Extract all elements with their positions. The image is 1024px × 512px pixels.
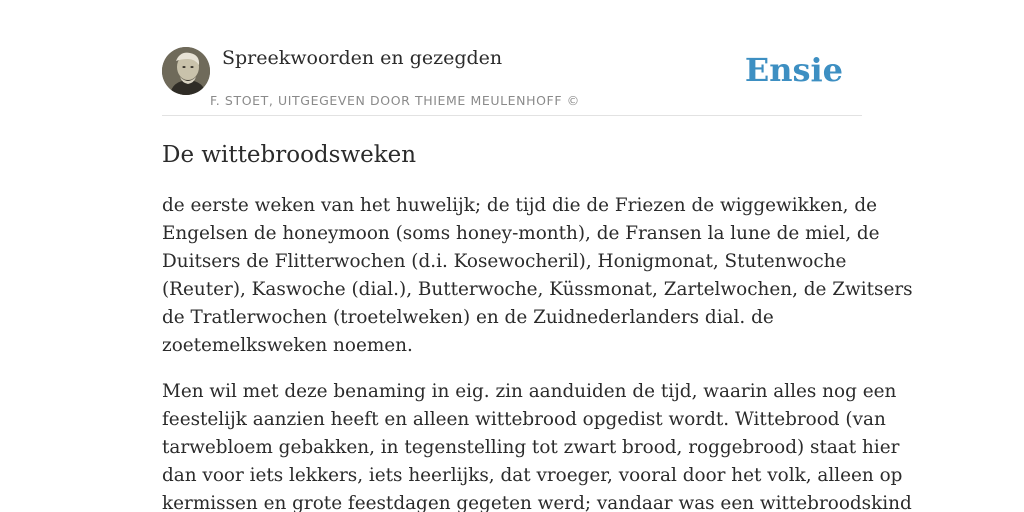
entry-paragraph	[162, 192, 913, 360]
entry-body	[162, 192, 913, 512]
paragraph-line: Men wil met deze benaming in eig. zin aanduiden de tijd, waarin alles nog een	[162, 381, 897, 402]
author-portrait-icon[interactable]	[162, 47, 210, 95]
entry-paragraph	[162, 378, 912, 512]
paragraph-line: de Tratlerwochen (troetelweken) en de Zuidnederlanders dial. de	[162, 307, 774, 328]
paragraph-line: kermissen en grote feestdagen gegeten werd; vandaar was een wittebroodskind	[162, 493, 912, 512]
paragraph-line: tarwebloem gebakken, in tegenstelling tot zwart brood, roggebrood) staat hier	[162, 437, 900, 458]
source-header	[162, 46, 862, 116]
paragraph-line: zoetemelksweken noemen.	[162, 335, 413, 356]
paragraph-line: (Reuter), Kaswoche (dial.), Butterwoche, Küssmonat, Zartelwochen, de Zwitsers	[162, 279, 913, 300]
author-portrait-image	[162, 47, 210, 95]
paragraph-line: Duitsers de Flitterwochen (d.i. Kosewocheril), Honigmonat, Stutenwoche	[162, 251, 847, 272]
entry-title: De wittebroodsweken	[162, 142, 417, 168]
ensie-logo[interactable]: Ensie	[744, 51, 843, 89]
source-credit: F. STOET, UITGEGEVEN DOOR THIEME MEULENHOFF ©	[210, 93, 580, 108]
source-title[interactable]: Spreekwoorden en gezegden	[222, 47, 503, 69]
paragraph-line: Engelsen de honeymoon (soms honey-month), de Fransen la lune de miel, de	[162, 223, 880, 244]
paragraph-line: feestelijk aanzien heeft en alleen wittebrood opgedist wordt. Wittebrood (van	[162, 409, 886, 430]
paragraph-line: dan voor iets lekkers, iets heerlijks, dat vroeger, vooral door het volk, alleen op	[162, 465, 903, 486]
paragraph-line: de eerste weken van het huwelijk; de tijd die de Friezen de wiggewikken, de	[162, 195, 878, 216]
